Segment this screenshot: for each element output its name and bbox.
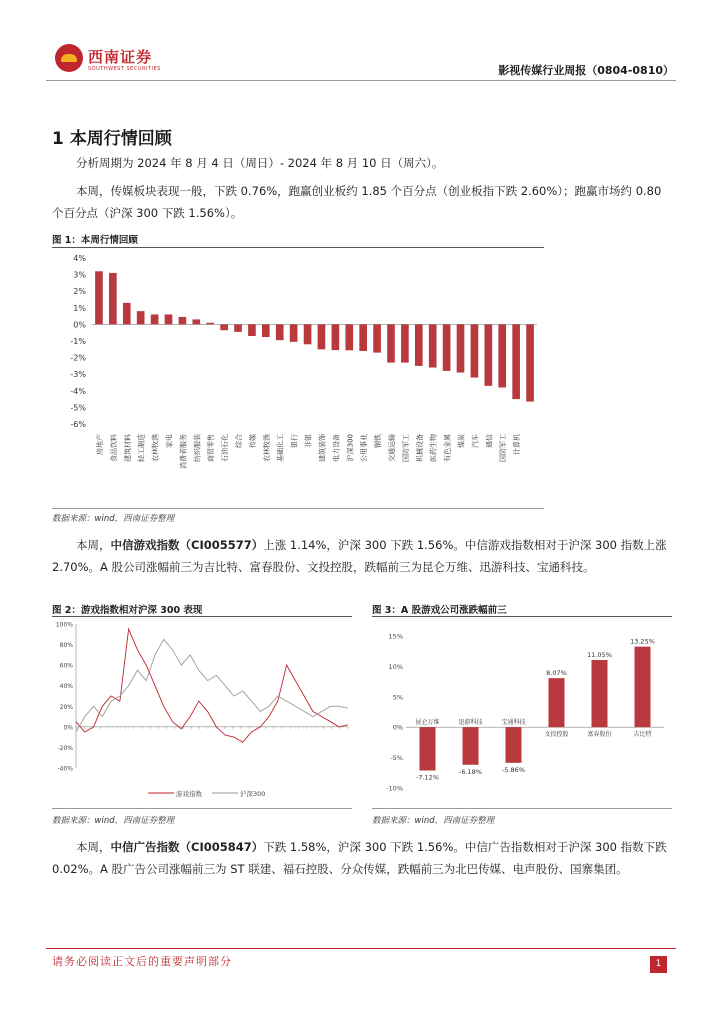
y-tick-label: 80%	[59, 642, 73, 650]
x-tick-label: 食品饮料	[109, 434, 118, 462]
figure3-title: 图 3：A 股游戏公司涨跌幅前三	[372, 605, 507, 616]
bar	[549, 678, 565, 727]
y-tick-label: 4%	[73, 254, 86, 263]
bar	[318, 324, 326, 349]
bar	[248, 324, 256, 336]
x-tick-label: 汽车	[471, 434, 480, 448]
x-tick-label: 建筑装饰	[318, 434, 327, 462]
y-tick-label: 5%	[392, 693, 403, 702]
y-tick-label: 40%	[59, 683, 73, 691]
x-tick-label: 农林牧渔	[151, 434, 160, 462]
bar	[276, 324, 284, 340]
x-tick-label: 沪深300	[346, 434, 355, 462]
para3-lead: 本周，	[76, 538, 111, 552]
bar	[506, 727, 522, 763]
bar	[123, 303, 131, 325]
page-number: 1	[650, 956, 667, 973]
x-tick-label: 非银	[304, 434, 313, 448]
y-tick-label: -5%	[390, 754, 403, 763]
figure1-chart	[52, 250, 544, 505]
bar	[471, 324, 479, 377]
bar	[304, 324, 312, 344]
series-line-1	[76, 629, 348, 742]
bar	[429, 324, 437, 367]
bar	[387, 324, 395, 362]
data-label: -7.12%	[416, 773, 439, 782]
x-tick-label: 吉比特	[633, 731, 652, 739]
figure2-source: 数据来源：wind，西南证券整理	[52, 816, 175, 826]
para4-lead: 本周，	[76, 840, 111, 854]
y-tick-label: -6%	[70, 420, 86, 429]
figure3-source: 数据来源：wind，西南证券整理	[372, 816, 495, 826]
paragraph-summary: 本周，传媒板块表现一般，下跌 0.76%，跑赢创业板约 1.85 个百分点（创业板指下跌 2.60%）；跑赢市场约 0.80 个百分点（沪深 300 下跌 1.56%）。	[52, 184, 662, 220]
x-tick-label: 电力设备	[332, 434, 341, 462]
x-tick-label: 商贸零售	[207, 434, 216, 462]
bar	[526, 324, 534, 401]
series-line-2	[76, 639, 348, 732]
y-tick-label: 15%	[388, 632, 403, 641]
bar	[332, 324, 340, 350]
y-tick-label: -2%	[70, 353, 86, 363]
x-tick-label: 轻工制造	[137, 434, 146, 462]
bar	[290, 324, 298, 341]
figure2-title: 图 2：游戏指数相对沪深 300 表现	[52, 605, 203, 616]
data-label: 8.07%	[546, 669, 567, 678]
figure3-top-rule	[372, 616, 672, 617]
y-tick-label: 2%	[73, 287, 86, 297]
ad-index-name: 中信广告指数（CI005847）	[110, 840, 264, 854]
x-tick-label: 通信	[485, 434, 494, 448]
bar	[457, 324, 465, 372]
figure3-bottom-rule	[372, 808, 672, 809]
figure2-bottom-rule	[52, 808, 352, 809]
para3-body: 上涨 1.14%，沪深 300 下跌 1.56%。中信游戏指数相对于沪深 300 指数上涨 2.70%。A 股公司涨幅前三为吉比特、富春股份、文投控股，跌幅前三为昆仑万维、迅游科技、宝通科技。	[52, 538, 667, 574]
y-tick-label: 60%	[59, 662, 73, 670]
bar	[420, 727, 436, 770]
bar	[373, 324, 381, 352]
bar	[192, 319, 200, 324]
bar	[512, 324, 520, 399]
paragraph-period: 分析周期为 2024 年 8 月 4 日（周日）- 2024 年 8 月 10 日（周六）。	[76, 156, 444, 170]
x-tick-label: 文投控股	[544, 731, 569, 739]
figure1-bottom-rule	[52, 508, 544, 509]
bar	[165, 314, 173, 324]
y-tick-label: -4%	[70, 386, 86, 396]
x-tick-label: 石油石化	[221, 434, 230, 462]
x-tick-label: 建筑材料	[123, 434, 132, 462]
footer-divider	[46, 948, 676, 949]
x-tick-label: 家电	[165, 434, 174, 448]
y-tick-label: 0%	[392, 723, 403, 732]
x-tick-label: 宝通科技	[501, 719, 526, 727]
y-tick-label: -40%	[57, 765, 73, 773]
figure2-chart	[52, 618, 352, 806]
y-tick-label: 0%	[73, 320, 86, 330]
bar	[234, 324, 242, 331]
data-label: 13.25%	[630, 637, 655, 646]
logo-subtitle: SOUTHWEST SECURITIES	[88, 66, 161, 72]
data-label: -6.18%	[459, 767, 482, 776]
bar	[151, 314, 159, 324]
x-tick-label: 国防军工	[401, 434, 410, 462]
bar	[109, 273, 117, 324]
bar	[359, 324, 367, 351]
bar	[179, 317, 187, 324]
x-tick-label: 国防军工	[499, 434, 508, 462]
figure1-title: 图 1：本周行情回顾	[52, 235, 138, 246]
para4-body: 下跌 1.58%，沪深 300 下跌 1.56%。中信广告指数相对于沪深 300 指数下跌 0.02%。A 股广告公司涨幅前三为 ST 联建、福石控股、分众传媒，跌幅前三为北巴传媒、电声股份、国寨集团。	[52, 840, 667, 876]
figure2-top-rule	[52, 616, 352, 617]
y-tick-label: -5%	[70, 403, 86, 413]
legend-label-2: 沪深300	[240, 790, 266, 798]
figure3-chart	[372, 618, 672, 806]
bar	[443, 324, 451, 370]
y-tick-label: -10%	[386, 784, 403, 793]
paragraph-game-index	[52, 534, 672, 578]
y-tick-label: 10%	[388, 662, 403, 671]
bar	[220, 324, 228, 330]
logo-text: 西南证券	[88, 48, 153, 66]
y-tick-label: 0%	[63, 724, 73, 732]
x-tick-label: 有色金属	[443, 434, 452, 462]
bar	[498, 324, 506, 387]
bar	[635, 647, 651, 728]
x-tick-label: 农林牧渔	[262, 434, 271, 462]
x-tick-label: 银行	[290, 434, 299, 448]
x-tick-label: 基础化工	[276, 434, 285, 462]
x-tick-label: 医药生物	[429, 434, 438, 462]
y-tick-label: 20%	[59, 703, 73, 711]
x-tick-label: 钢铁	[374, 434, 383, 448]
bar	[592, 660, 608, 727]
logo-icon	[55, 44, 83, 72]
bar	[206, 323, 214, 325]
bar	[463, 727, 479, 765]
paragraph-ad-index	[52, 836, 672, 880]
x-tick-label: 计算机	[513, 434, 522, 455]
x-tick-label: 富春股份	[587, 731, 612, 739]
bar	[262, 324, 270, 337]
x-tick-label: 房地产	[95, 434, 104, 455]
bar	[345, 324, 353, 350]
header-divider	[46, 80, 676, 81]
bar	[95, 271, 103, 324]
y-tick-label: -20%	[57, 744, 73, 752]
bar	[401, 324, 409, 362]
section-title: 1 本周行情回顾	[52, 129, 172, 149]
x-tick-label: 公用事业	[360, 434, 369, 462]
y-tick-label: 100%	[55, 621, 73, 629]
bar	[485, 324, 493, 385]
figure1-source: 数据来源：wind，西南证券整理	[52, 514, 175, 524]
x-tick-label: 机械设备	[415, 434, 424, 462]
x-tick-label: 交通运输	[387, 434, 396, 462]
bar	[137, 311, 145, 324]
x-tick-label: 纺织服装	[193, 434, 202, 462]
y-tick-label: -3%	[70, 370, 86, 380]
x-tick-label: 煤炭	[457, 434, 466, 448]
x-tick-label: 昆仑万维	[415, 719, 440, 727]
legend-label-1: 游戏指数	[176, 790, 202, 798]
footer-disclaimer: 请务必阅读正文后的重要声明部分	[52, 955, 232, 968]
data-label: 11.05%	[587, 651, 612, 660]
bar	[415, 324, 423, 366]
y-tick-label: 1%	[73, 303, 86, 313]
y-tick-label: 3%	[73, 270, 86, 280]
x-tick-label: 传媒	[248, 434, 257, 448]
data-label: -5.86%	[502, 765, 525, 774]
x-tick-label: 消费者服务	[179, 434, 188, 469]
y-tick-label: -1%	[70, 337, 86, 346]
x-tick-label: 综合	[235, 434, 244, 448]
game-index-name: 中信游戏指数（CI005577）	[110, 538, 264, 552]
report-title: 影视传媒行业周报（0804-0810）	[498, 64, 674, 77]
x-tick-label: 迅游科技	[458, 719, 483, 727]
figure1-top-rule	[52, 247, 544, 248]
